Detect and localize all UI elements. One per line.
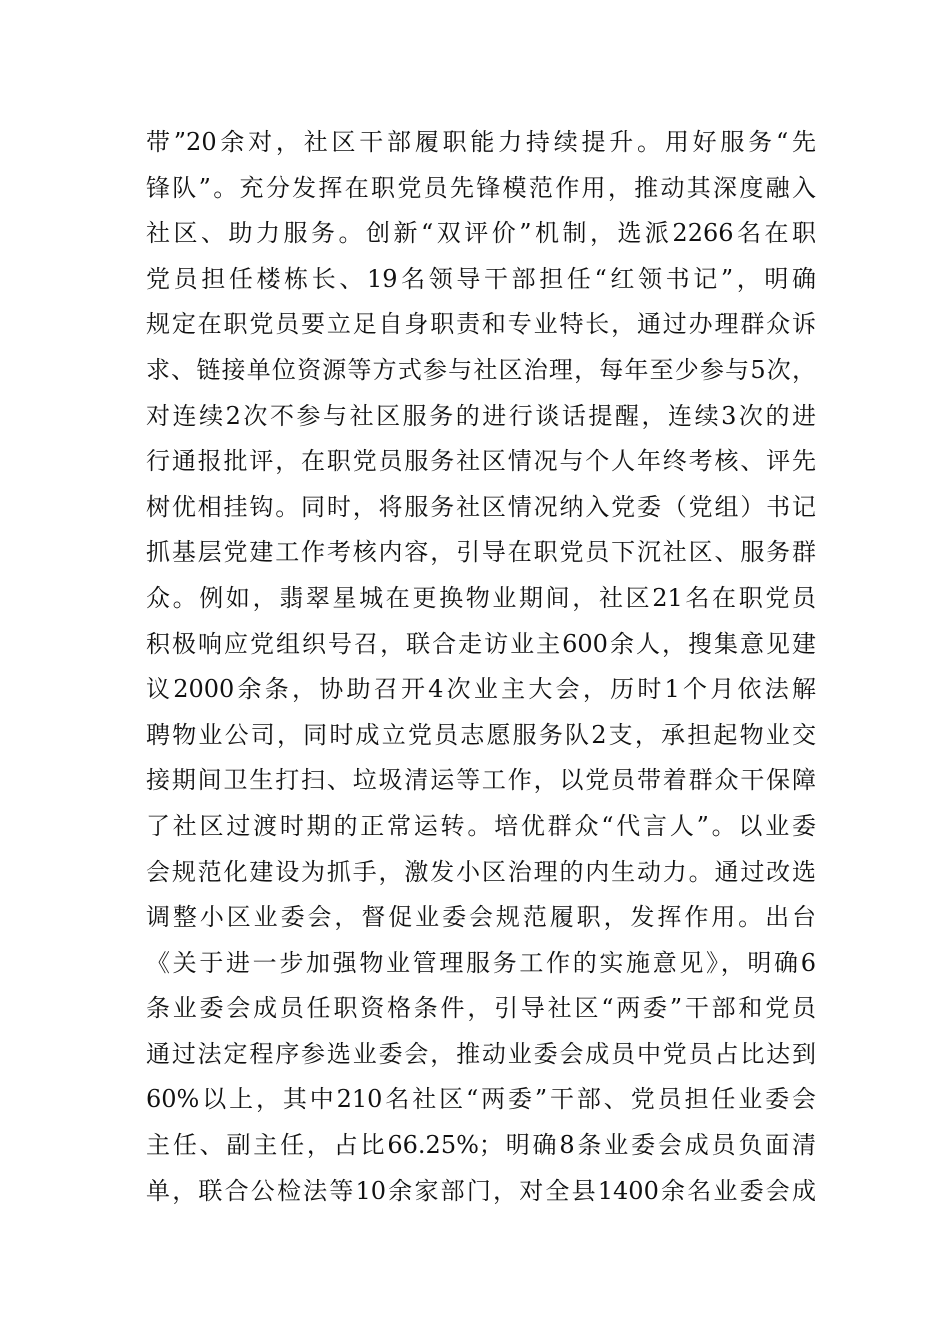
text-line: 锋队”。充分发挥在职党员先锋模范作用，推动其深度融入 [146,173,816,202]
text-line: 通过法定程序参选业委会，推动业委会成员中党员占比达到 [146,1039,816,1068]
text-line: 调整小区业委会，督促业委会规范履职，发挥作用。出台 [146,903,816,932]
text-line: 积极响应党组织号召，联合走访业主600余人，搜集意见建 [146,629,816,658]
text-line: 抓基层党建工作考核内容，引导在职党员下沉社区、服务群 [146,538,816,567]
text-line: 会规范化建设为抓手，激发小区治理的内生动力。通过改选 [146,857,816,886]
text-line: 议2000余条，协助召开4次业主大会，历时1个月依法解 [146,675,816,704]
text-line: 对连续2次不参与社区服务的进行谈话提醒，连续3次的进 [146,401,816,430]
text-line: 行通报批评，在职党员服务社区情况与个人年终考核、评先 [146,447,816,476]
text-line: 社区、助力服务。创新“双评价”机制，选派2266名在职 [146,219,816,248]
text-line: 党员担任楼栋长、19名领导干部担任“红领书记”，明确 [146,264,816,293]
text-line: 接期间卫生打扫、垃圾清运等工作，以党员带着群众干保障 [146,766,816,795]
text-line: 《关于进一步加强物业管理服务工作的实施意见》，明确6 [146,948,816,977]
text-line: 众。例如，翡翠星城在更换物业期间，社区21名在职党员 [146,583,816,612]
text-line: 树优相挂钩。同时，将服务社区情况纳入党委（党组）书记 [146,492,816,521]
text-line: 带”20余对，社区干部履职能力持续提升。用好服务“先 [146,128,816,156]
text-line: 规定在职党员要立足自身职责和专业特长，通过办理群众诉 [146,310,816,339]
text-line: 聘物业公司，同时成立党员志愿服务队2支，承担起物业交 [146,720,816,749]
text-line: 60%以上，其中210名社区“两委”干部、党员担任业委会 [146,1085,816,1114]
body-text [146,120,816,1214]
text-line: 求、链接单位资源等方式参与社区治理，每年至少参与5次， [146,355,816,384]
text-line: 了社区过渡时期的正常运转。培优群众“代言人”。以业委 [146,811,816,840]
text-line: 单，联合公检法等10余家部门，对全县1400余名业委会成 [146,1176,816,1205]
text-line: 主任、副主任，占比66.25%；明确8条业委会成员负面清 [146,1131,816,1160]
text-line: 条业委会成员任职资格条件，引导社区“两委”干部和党员 [146,994,816,1023]
